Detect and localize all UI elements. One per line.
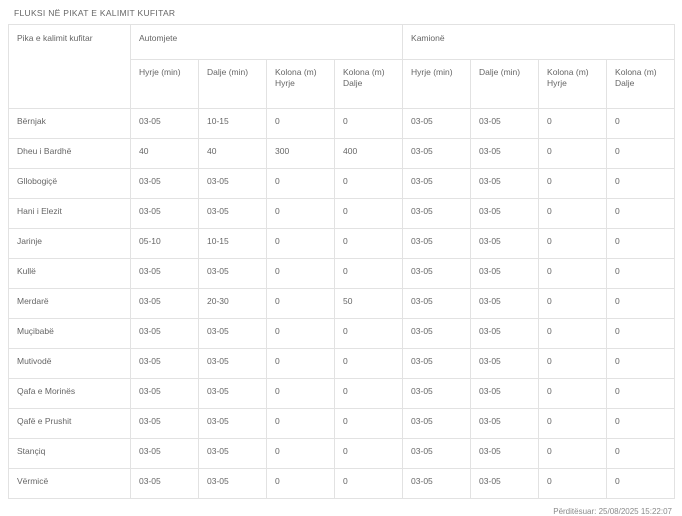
table-cell: 0 — [539, 259, 607, 289]
table-cell: 0 — [539, 289, 607, 319]
table-cell: 0 — [607, 319, 675, 349]
column-header-trucks-queue-entry-m — [539, 60, 607, 109]
crossing-point-name: Dheu i Bardhë — [9, 139, 131, 169]
table-cell: 40 — [131, 139, 199, 169]
table-cell: 0 — [267, 349, 335, 379]
table-cell: 03-05 — [199, 379, 267, 409]
crossing-point-name: Kullë — [9, 259, 131, 289]
table-cell: 03-05 — [471, 199, 539, 229]
table-row — [9, 169, 675, 199]
table-cell: 0 — [607, 349, 675, 379]
table-cell: 0 — [335, 439, 403, 469]
table-cell: 0 — [267, 229, 335, 259]
table-group-header-row — [9, 25, 675, 60]
table-cell: 0 — [267, 289, 335, 319]
table-cell: 03-05 — [403, 139, 471, 169]
crossing-point-name: Qafa e Morinës — [9, 379, 131, 409]
table-cell: 0 — [267, 379, 335, 409]
table-cell: 0 — [267, 469, 335, 499]
column-header-vehicles-exit-min — [199, 60, 267, 109]
table-cell: 03-05 — [403, 409, 471, 439]
table-cell: 03-05 — [131, 169, 199, 199]
subheader-line: Kolona (m) — [275, 67, 317, 77]
table-cell: 03-05 — [471, 109, 539, 139]
table-cell: 0 — [539, 319, 607, 349]
crossing-point-name: Muçibabë — [9, 319, 131, 349]
table-cell: 03-05 — [199, 199, 267, 229]
table-row — [9, 439, 675, 469]
table-cell: 0 — [335, 319, 403, 349]
table-cell: 03-05 — [471, 229, 539, 259]
column-header-vehicles-entry-min — [131, 60, 199, 109]
table-row — [9, 139, 675, 169]
table-cell: 0 — [335, 199, 403, 229]
last-updated-label: Përditësuar: 25/08/2025 15:22:07 — [553, 507, 672, 516]
table-cell: 03-05 — [131, 109, 199, 139]
table-cell: 0 — [335, 469, 403, 499]
table-body — [9, 109, 675, 499]
subheader-line: Dalje (min) — [479, 67, 521, 77]
table-head — [9, 25, 675, 109]
table-cell: 03-05 — [471, 439, 539, 469]
table-cell: 0 — [539, 439, 607, 469]
crossing-point-name: Hani i Elezit — [9, 199, 131, 229]
crossing-point-name: Stançiq — [9, 439, 131, 469]
table-cell: 0 — [267, 319, 335, 349]
table-cell: 0 — [335, 379, 403, 409]
table-cell: 0 — [539, 229, 607, 259]
table-cell: 03-05 — [403, 199, 471, 229]
table-cell: 0 — [335, 259, 403, 289]
table-row — [9, 469, 675, 499]
table-cell: 400 — [335, 139, 403, 169]
table-cell: 0 — [539, 169, 607, 199]
subheader-line: Dalje — [343, 78, 363, 89]
table-cell: 03-05 — [471, 349, 539, 379]
table-cell: 03-05 — [471, 289, 539, 319]
table-cell: 03-05 — [131, 289, 199, 319]
subheader-line: Kolona (m) — [615, 67, 657, 77]
table-cell: 20-30 — [199, 289, 267, 319]
table-cell: 03-05 — [471, 319, 539, 349]
table-cell: 03-05 — [199, 319, 267, 349]
table-cell: 0 — [539, 409, 607, 439]
crossing-point-name: Gllobogiçë — [9, 169, 131, 199]
subheader-line: Hyrje (min) — [411, 67, 453, 77]
table-cell: 03-05 — [199, 439, 267, 469]
table-cell: 03-05 — [131, 259, 199, 289]
table-cell: 0 — [267, 409, 335, 439]
column-header-crossing-point: Pika e kalimit kufitar — [9, 25, 131, 109]
crossing-point-name: Mutivodë — [9, 349, 131, 379]
table-cell: 03-05 — [471, 259, 539, 289]
table-cell: 0 — [267, 199, 335, 229]
table-cell: 03-05 — [471, 169, 539, 199]
table-cell: 03-05 — [471, 139, 539, 169]
table-cell: 0 — [267, 109, 335, 139]
table-cell: 0 — [539, 199, 607, 229]
crossing-point-name: Bërnjak — [9, 109, 131, 139]
column-header-trucks-entry-min — [403, 60, 471, 109]
subheader-line: Hyrje — [547, 78, 567, 89]
table-cell: 40 — [199, 139, 267, 169]
table-cell: 03-05 — [403, 169, 471, 199]
table-cell: 10-15 — [199, 109, 267, 139]
table-cell: 03-05 — [199, 349, 267, 379]
table-row — [9, 319, 675, 349]
table-cell: 03-05 — [403, 379, 471, 409]
table-cell: 03-05 — [403, 439, 471, 469]
table-cell: 03-05 — [403, 319, 471, 349]
table-cell: 0 — [335, 409, 403, 439]
crossing-point-name: Jarinje — [9, 229, 131, 259]
table-cell: 03-05 — [199, 409, 267, 439]
subheader-line: Dalje — [615, 78, 635, 89]
table-cell: 0 — [607, 259, 675, 289]
subheader-line: Dalje (min) — [207, 67, 249, 77]
table-cell: 0 — [539, 469, 607, 499]
table-cell: 0 — [607, 439, 675, 469]
column-header-trucks-exit-min — [471, 60, 539, 109]
crossing-point-name: Qafë e Prushit — [9, 409, 131, 439]
table-cell: 03-05 — [131, 409, 199, 439]
crossing-point-name: Vërmicë — [9, 469, 131, 499]
subheader-line: Kolona (m) — [547, 67, 589, 77]
table-cell: 0 — [267, 169, 335, 199]
crossing-point-name: Merdarë — [9, 289, 131, 319]
table-cell: 0 — [607, 109, 675, 139]
subheader-line: Hyrje (min) — [139, 67, 181, 77]
table-cell: 03-05 — [403, 349, 471, 379]
group-header-trucks: Kamionë — [403, 25, 675, 60]
table-cell: 0 — [267, 439, 335, 469]
column-header-vehicles-queue-exit-m — [335, 60, 403, 109]
table-row — [9, 229, 675, 259]
table-cell: 0 — [539, 349, 607, 379]
table-cell: 0 — [335, 109, 403, 139]
subheader-line: Hyrje — [275, 78, 295, 89]
table-cell: 0 — [607, 229, 675, 259]
table-cell: 03-05 — [403, 109, 471, 139]
table-cell: 0 — [607, 469, 675, 499]
table-row — [9, 379, 675, 409]
table-cell: 03-05 — [403, 259, 471, 289]
table-cell: 03-05 — [403, 229, 471, 259]
table-cell: 0 — [335, 229, 403, 259]
table-cell: 03-05 — [131, 469, 199, 499]
table-cell: 03-05 — [471, 379, 539, 409]
table-cell: 03-05 — [471, 409, 539, 439]
table-cell: 0 — [607, 289, 675, 319]
table-cell: 03-05 — [131, 379, 199, 409]
table-cell: 50 — [335, 289, 403, 319]
table-row — [9, 349, 675, 379]
table-cell: 0 — [539, 109, 607, 139]
table-row — [9, 259, 675, 289]
table-cell: 10-15 — [199, 229, 267, 259]
table-cell: 03-05 — [199, 469, 267, 499]
page-title: FLUKSI NË PIKAT E KALIMIT KUFITAR — [14, 8, 176, 18]
table-cell: 03-05 — [131, 319, 199, 349]
table-cell: 03-05 — [199, 259, 267, 289]
table-row — [9, 409, 675, 439]
table-cell: 03-05 — [199, 169, 267, 199]
table-cell: 0 — [267, 259, 335, 289]
table-row — [9, 199, 675, 229]
table-cell: 0 — [335, 169, 403, 199]
table-cell: 03-05 — [471, 469, 539, 499]
table-cell: 0 — [539, 139, 607, 169]
column-header-vehicles-queue-entry-m — [267, 60, 335, 109]
table-cell: 0 — [607, 199, 675, 229]
table-row — [9, 289, 675, 319]
table-cell: 03-05 — [131, 199, 199, 229]
table-cell: 03-05 — [131, 439, 199, 469]
table-cell: 03-05 — [131, 349, 199, 379]
table-cell: 03-05 — [403, 469, 471, 499]
table-row — [9, 109, 675, 139]
table-cell: 0 — [539, 379, 607, 409]
table-cell: 05-10 — [131, 229, 199, 259]
table-cell: 300 — [267, 139, 335, 169]
border-crossing-table — [8, 24, 675, 499]
group-header-vehicles: Automjete — [131, 25, 403, 60]
table-cell: 03-05 — [403, 289, 471, 319]
table-cell: 0 — [607, 169, 675, 199]
table-cell: 0 — [607, 139, 675, 169]
subheader-line: Kolona (m) — [343, 67, 385, 77]
table-cell: 0 — [335, 349, 403, 379]
column-header-trucks-queue-exit-m — [607, 60, 675, 109]
table-cell: 0 — [607, 379, 675, 409]
table-cell: 0 — [607, 409, 675, 439]
